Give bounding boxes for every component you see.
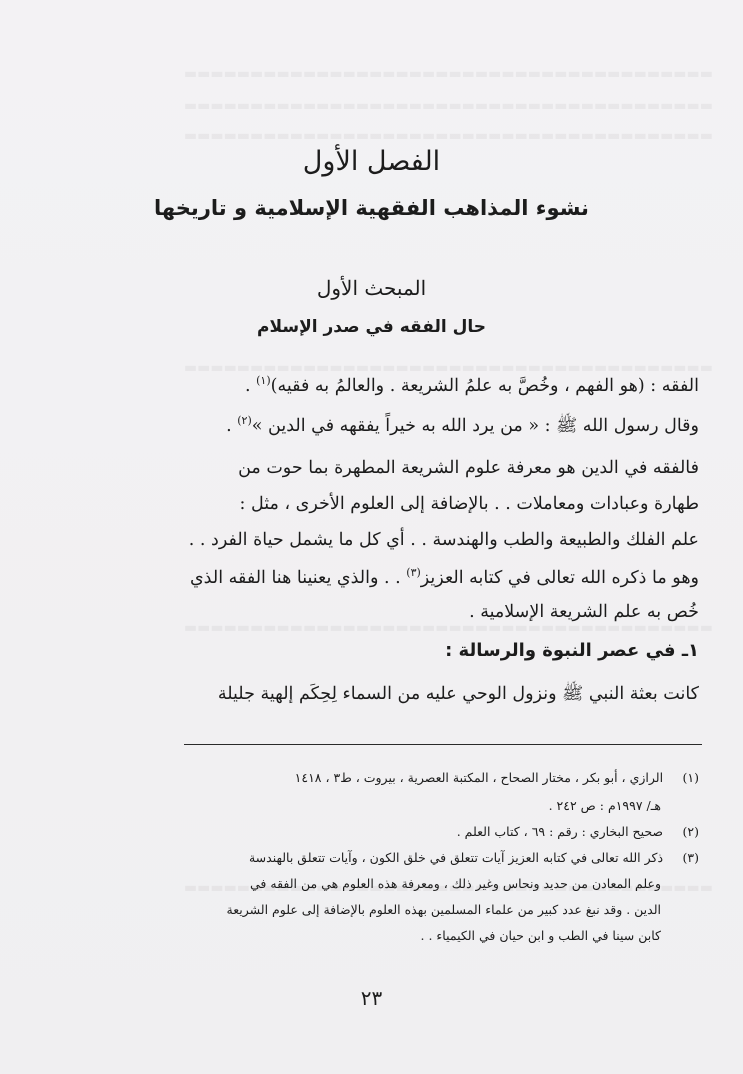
footnote-continuation: هـ/ ١٩٩٧م : ص ٢٤٢ .	[548, 798, 661, 813]
chapter-title: الفصل الأول	[302, 146, 441, 177]
footnote-continuation: كابن سينا في الطب و ابن حيان في الكيمياء . .	[420, 928, 661, 943]
paragraph-text: وهو ما ذكره الله تعالى في كتابه العزيز	[420, 567, 699, 588]
paragraph-line	[43, 566, 699, 588]
show-through-texture	[60, 66, 713, 82]
paragraph-hadith	[43, 414, 699, 440]
paragraph-line: علم الفلك والطبيعة والطب والهندسة . . أي كل ما يشمل حياة الفرد . .	[188, 530, 699, 550]
paragraph-text: الفقه : (هو الفهم ، وخُصَّ به علمُ الشريعة . والعالمُ به فقيه)	[270, 375, 699, 396]
paragraph-line: كانت بعثة النبي ﷺ ونزول الوحي عليه من السماء لِحِكَم إلهية جليلة	[217, 684, 699, 704]
footnote-text: الرازي ، أبو بكر ، مختار الصحاح ، المكتبة العصرية ، بيروت ، ط٣ ، ١٤١٨	[294, 770, 664, 785]
paragraph-definition	[43, 374, 699, 396]
footnote-reference: (٣)	[406, 566, 421, 579]
show-through-texture	[60, 128, 713, 144]
section-subtitle: حال الفقه في صدر الإسلام	[257, 317, 486, 337]
paragraph-line: فالفقه في الدين هو معرفة علوم الشريعة المطهرة بما حوت من	[238, 458, 699, 478]
page-number: ٢٣	[360, 986, 383, 1010]
footnote-1	[39, 770, 699, 785]
footnote-3	[39, 850, 699, 865]
footnote-text: ذكر الله تعالى في كتابه العزيز آيات تتعلق في خلق الكون ، وآيات تتعلق بالهندسة	[248, 850, 664, 865]
footnote-divider	[184, 744, 702, 745]
footnote-continuation: وعلم المعادن من حديد ونحاس وغير ذلك ، ومعرفة هذه العلوم هي من الفقه في	[250, 876, 661, 891]
footnote-number: (٣)	[682, 850, 699, 865]
paragraph-text: . . والذي يعنينا هنا الفقه الذي	[189, 567, 407, 588]
footnote-text: صحيح البخاري : رقم : ٦٩ ، كتاب العلم .	[456, 824, 664, 839]
footnote-reference: (١)	[256, 374, 271, 387]
paragraph-line: خُص به علم الشريعة الإسلامية .	[469, 602, 699, 622]
section-title: المبحث الأول	[316, 276, 427, 300]
chapter-subtitle: نشوء المذاهب الفقهية الإسلامية و تاريخها	[154, 196, 589, 220]
paragraph-line: طهارة وعبادات ومعاملات . . بالإضافة إلى العلوم الأخرى ، مثل :	[239, 494, 699, 514]
paragraph-text: وقال رسول الله ﷺ : « من يرد الله به خيراً يفقهه في الدين »	[251, 416, 699, 436]
footnote-reference: (٢)	[237, 414, 252, 428]
subheading: ١ـ في عصر النبوة والرسالة :	[445, 640, 699, 661]
show-through-texture	[60, 620, 713, 636]
paragraph-punctuation: .	[244, 375, 257, 396]
footnote-continuation: الدين . وقد نبغ عدد كبير من علماء المسلمين بهذه العلوم بالإضافة إلى علوم الشريعة	[226, 902, 661, 917]
footnote-number: (١)	[682, 770, 699, 785]
footnote-number: (٢)	[682, 824, 699, 839]
footnote-2	[39, 824, 699, 839]
show-through-texture	[60, 98, 713, 114]
paragraph-punctuation: .	[226, 416, 238, 436]
